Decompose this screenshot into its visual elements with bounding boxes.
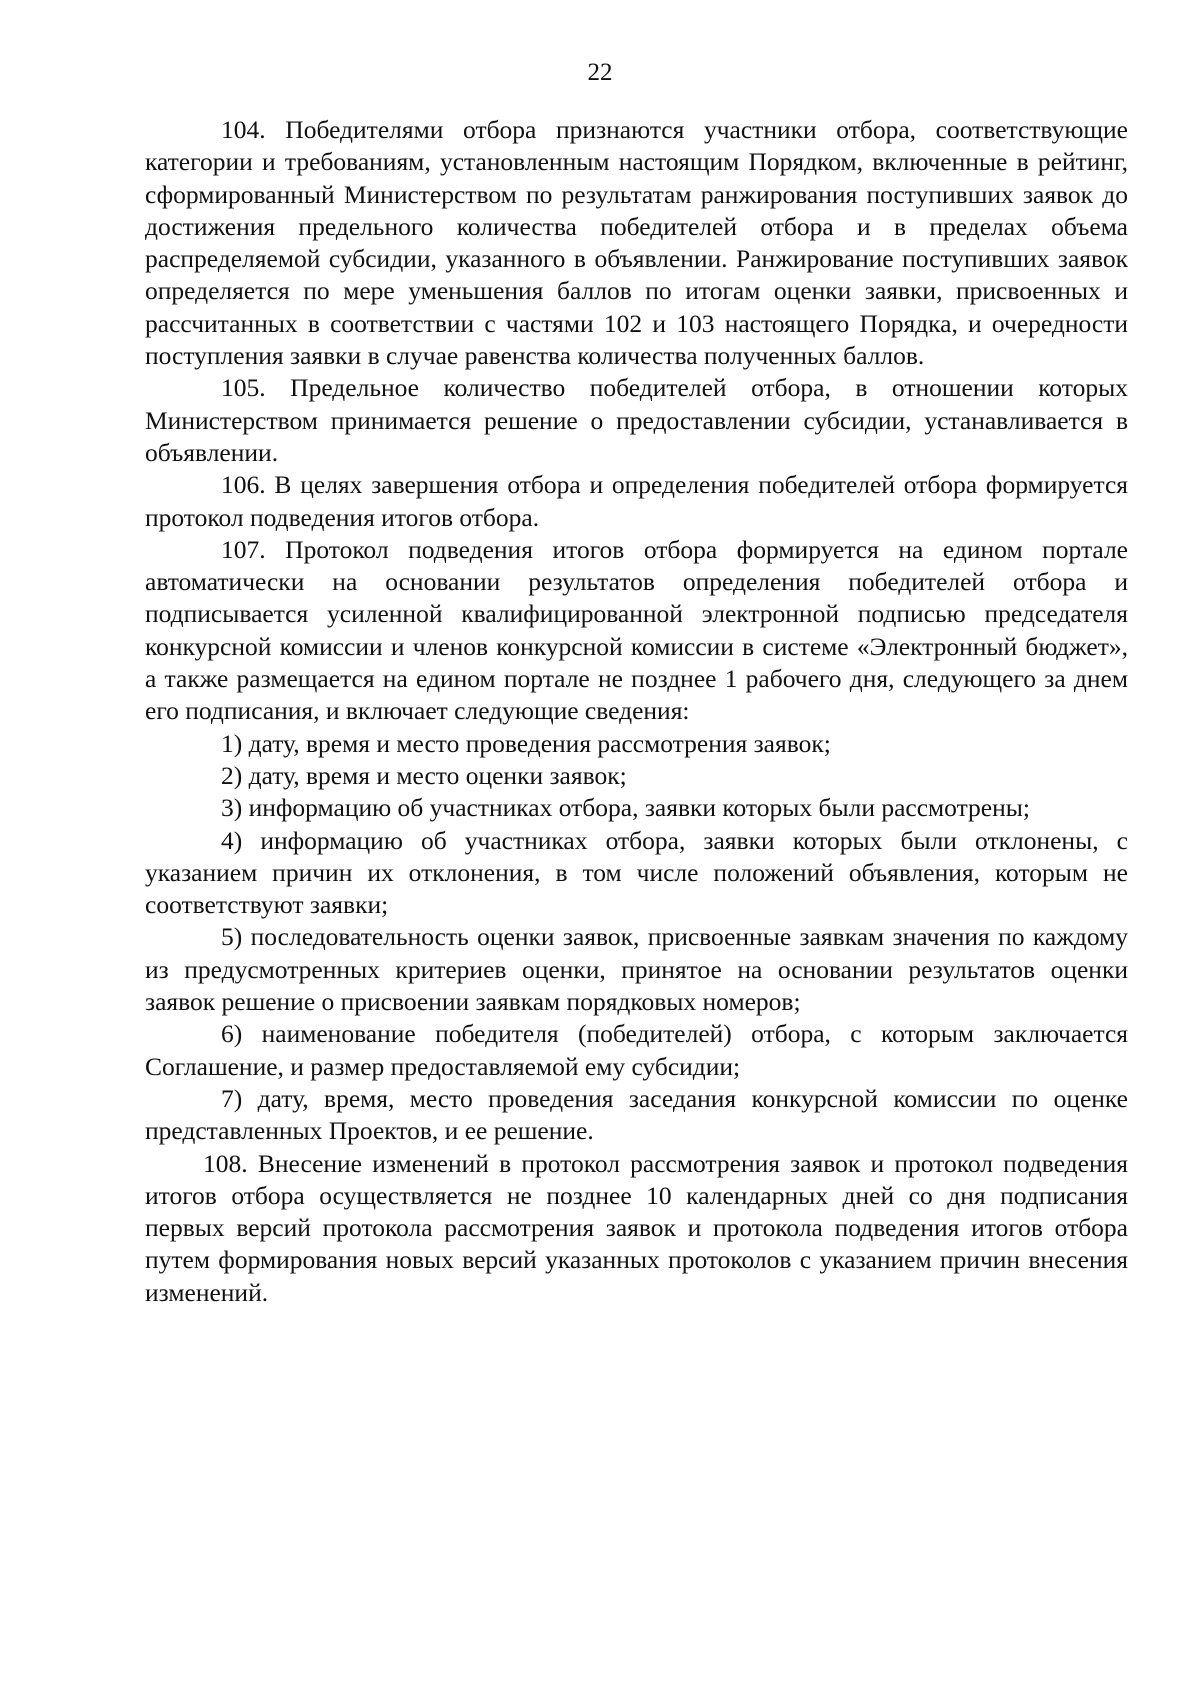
list-item-5: 5) последовательность оценки заявок, присвоенные заявкам значения по каждому из предусмотренных критериев оценки, принятое на основании результатов оценки заявок решение о присвоении заявкам порядковых номеров; bbox=[145, 922, 1128, 1017]
document-body bbox=[145, 114, 1128, 1309]
list-item-2: 2) дату, время и место оценки заявок; bbox=[221, 760, 627, 790]
list-item-4: 4) информацию об участниках отбора, заявки которых были отклонены, с указанием причин их отклонения, в том числе положений объявления, которым не соответствуют заявки; bbox=[145, 825, 1128, 920]
paragraph-105: 105. Предельное количество победителей отбора, в отношении которых Министерством принимается решение о предоставлении субсидии, устанавливается в объявлении. bbox=[145, 373, 1128, 467]
paragraph-107: 107. Протокол подведения итогов отбора формируется на едином портале автоматически на основании результатов определения победителей отбора и подписывается усиленной квалифицированной электронной подписью председателя конкурсной комиссии и членов конкурсной комиссии в системе «Электронный бюджет», а также размещается на едином портале не позднее 1 рабочего дня, следующего за днем его подписания, и включает следующие сведения: bbox=[145, 534, 1128, 726]
paragraph-104: 104. Победителями отбора признаются участники отбора, соответствующие категории и требованиям, установленным настоящим Порядком, включенные в рейтинг, сформированный Министерством по результатам ранжирования поступивших заявок до достижения предельного количества победителей отбора и в пределах объема распределяемой субсидии, указанного в объявлении. Ранжирование поступивших заявок определяется по мере уменьшения баллов по итогам оценки заявки, присвоенных и рассчитанных в соответствии с частями 102 и 103 настоящего Порядка, и очередности поступления заявки в случае равенства количества полученных баллов. bbox=[145, 115, 1128, 371]
paragraph-106: 106. В целях завершения отбора и определения победителей отбора формируется протокол подведения итогов отбора. bbox=[145, 470, 1128, 532]
list-item-1: 1) дату, время и место проведения рассмотрения заявок; bbox=[221, 728, 831, 758]
page-number: 22 bbox=[587, 59, 613, 86]
paragraph-108: 108. Внесение изменений в протокол рассмотрения заявок и протокол подведения итогов отбора осуществляется не позднее 10 календарных дней со дня подписания первых версий протокола рассмотрения заявок и протокола подведения итогов отбора путем формирования новых версий указанных протоколов с указанием причин внесения изменений. bbox=[145, 1148, 1128, 1307]
list-item-3: 3) информацию об участниках отбора, заявки которых были рассмотрены; bbox=[221, 793, 1030, 823]
list-item-6: 6) наименование победителя (победителей) отбора, с которым заключается Соглашение, и размер предоставляемой ему субсидии; bbox=[145, 1019, 1128, 1081]
list-item-7: 7) дату, время, место проведения заседания конкурсной комиссии по оценке представленных Проектов, и ее решение. bbox=[145, 1083, 1128, 1146]
